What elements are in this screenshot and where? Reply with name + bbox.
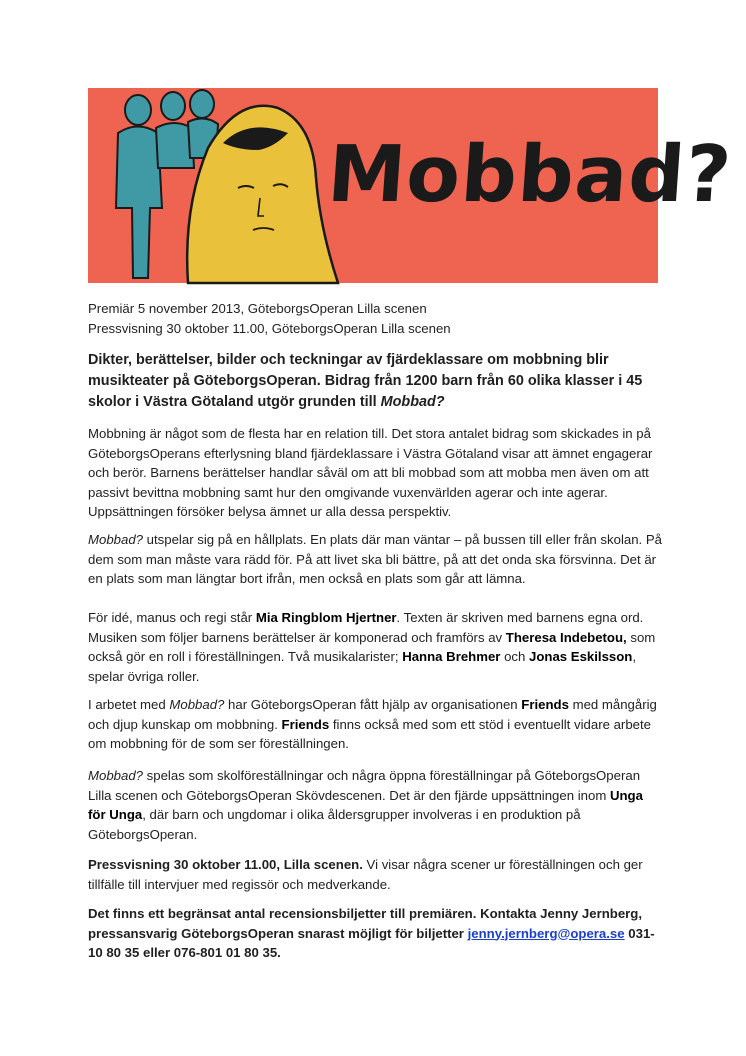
p4-em: Mobbad? [169, 697, 225, 712]
actor-name-1: Hanna Brehmer [402, 649, 501, 664]
p4-text-4: finns också med som ett stöd i eventuellt vidare arbete om mobbning för de som ser föreställningen. [88, 716, 651, 751]
p6-text: Vi visar några scener ur föreställningen och ger tillfälle till intervjuer med regissör och medverkande. [88, 857, 643, 892]
p5-text-2: , där barn och ungdomar i olika åldersgrupper involveras i en produktion på GöteborgsOperan. [88, 807, 581, 842]
meta-info [88, 299, 662, 338]
paragraph-4 [88, 695, 662, 754]
contact-email-link[interactable]: jenny.jernberg@opera.se [467, 925, 625, 941]
press-viewing-heading: Pressvisning 30 oktober 11.00, Lilla scenen. [88, 857, 363, 872]
org-name-2: Friends [281, 716, 330, 732]
lead-title-em: Mobbad? [380, 394, 445, 410]
p3-text-5: , spelar övriga roller. [88, 649, 637, 684]
p3-text-4: och [500, 649, 530, 664]
p4-text-3: med mångårig och djup kunskap om mobbning. [88, 697, 657, 732]
lead-paragraph [88, 350, 662, 413]
p7-text-1: Det finns ett begränsat antal recensionsbiljetter till premiären. Kontakta Jenny Jernberg, pressansvarig GöteborgsOperan snarast möjligt för biljetter [88, 906, 643, 941]
paragraph-3 [88, 608, 662, 686]
paragraph-6 [88, 855, 662, 894]
press-viewing-date: Pressvisning 30 oktober 11.00, GöteborgsOperan Lilla scenen [88, 320, 451, 336]
p2-em: Mobbad? [88, 532, 143, 547]
lead-text: Dikter, berättelser, bilder och teckningar av fjärdeklassare om mobbning blir musikteater på GöteborgsOperan. Bidrag från 1200 barn från 60 olika klasser i 45 skolor i Västra Götaland utgör grunden till [88, 352, 643, 410]
p5-em: Mobbad? [88, 768, 143, 783]
p2-text: utspelar sig på en hållplats. En plats där man väntar – på bussen till eller från skolan. På dem som man måste vara rädd för. På att livet ska bli bättre, på att det onda ska försvinna. Det är en plats som man längtar bort ifrån, men också en plats som går att lämna. [88, 532, 663, 586]
paragraph-5 [88, 766, 662, 844]
p7-text-2: 031-10 80 35 eller 076-801 01 80 35. [88, 925, 655, 960]
composer-name: Theresa Indebetou, [505, 629, 627, 645]
director-name: Mia Ringblom Hjertner [255, 610, 397, 625]
header-banner [88, 88, 735, 283]
paragraph-1 [88, 424, 662, 522]
org-name-1: Friends [521, 697, 569, 712]
banner-title: Mobbad? [324, 130, 735, 220]
program-name: Unga för Unga [88, 787, 643, 822]
paragraph-7 [88, 904, 662, 963]
p4-text-2: har GöteborgsOperan fått hjälp av organisationen [224, 697, 522, 712]
actor-name-2: Jonas Eskilsson [529, 649, 633, 664]
p3-text-3: som också gör en roll i föreställningen. Två musikalarister; [88, 629, 656, 664]
p4-text-1: I arbetet med [88, 697, 170, 712]
paragraph-1-text: Mobbning är något som de flesta har en relation till. Det stora antalet bidrag som skickades in på GöteborgsOperans efterlysning bland fjärdeklassare i Västra Götaland visar att ämnet engagerar och berör. Barnens berättelser handlar såväl om att bli mobbad som att mobba men även om att passivt bevittna mobbning samt hur den omgivande vuxenvärlden agerar och inte agerar. Uppsättningen försöker belysa ämnet ur alla dessa perspektiv. [88, 426, 653, 519]
premiere-date: Premiär 5 november 2013, GöteborgsOperan Lilla scenen [88, 301, 427, 316]
p3-text-2: . Texten är skriven med barnens egna ord. Musiken som följer barnens berättelser är komponerad och framförs av [88, 610, 644, 645]
paragraph-2 [88, 530, 662, 589]
p3-text-1: För idé, manus och regi står [88, 610, 256, 625]
p5-text-1: spelas som skolföreställningar och några öppna föreställningar på GöteborgsOperan Lilla scenen och GöteborgsOperan Skövdescenen. Det är den fjärde uppsättningen inom [88, 768, 641, 803]
